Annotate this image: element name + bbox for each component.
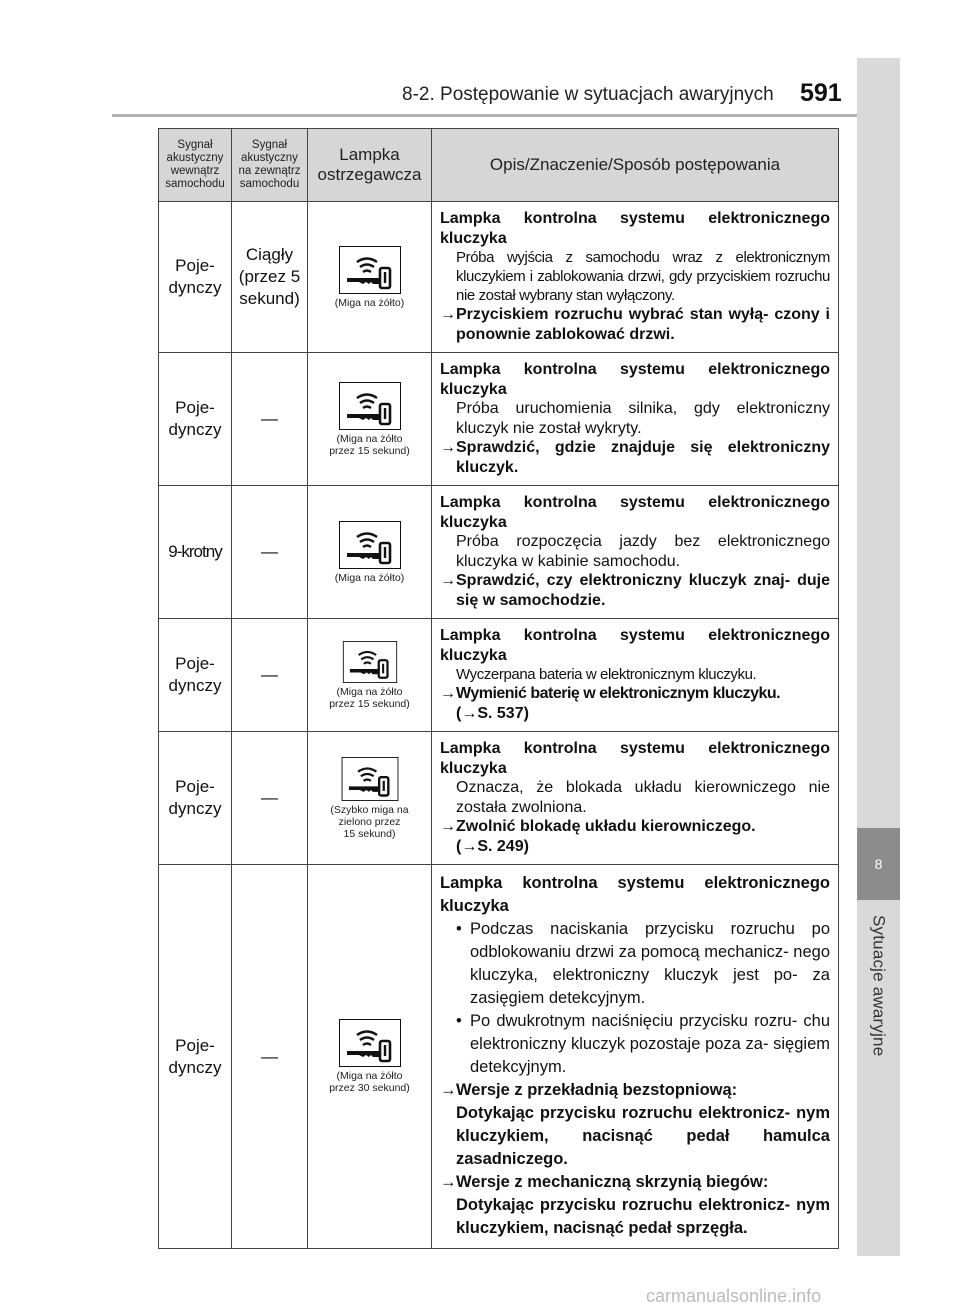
description-cell: [432, 732, 839, 865]
warning-light-cell: [308, 202, 432, 353]
indicator-description: Oznacza, że blokada układu kierowniczego nie została zwolniona.: [456, 779, 830, 816]
header-line: ostrzegawcza: [317, 165, 422, 184]
light-caption: (Miga na żółto przez 15 sekund): [329, 685, 410, 710]
table-row: [159, 619, 839, 732]
action-instruction: [440, 1079, 830, 1102]
cell-text: 9-krotny: [168, 542, 222, 561]
outside-buzzer-cell: [232, 486, 308, 619]
indicator-description: Próba uruchomienia silnika, gdy elektroniczny kluczyk nie został wykryty.: [456, 400, 830, 437]
action-instruction: [440, 305, 830, 344]
header-line: wewnątrz: [170, 165, 220, 177]
action-instruction: [440, 684, 830, 704]
bullet-mark: •: [456, 1012, 462, 1030]
action-text: Wersje z mechaniczną skrzynią biegów:: [456, 1173, 769, 1191]
column-header-warning-light: [308, 129, 432, 202]
chapter-title-label: [857, 915, 900, 1075]
column-header-inside-buzzer: [159, 129, 232, 202]
light-caption: (Miga na żółto przez 15 sekund): [329, 432, 410, 457]
light-caption: (Szybko miga na zielono przez 15 sekund): [330, 803, 409, 840]
smart-key-indicator-icon: [339, 246, 401, 294]
action-text: Sprawdzić, czy elektroniczny kluczyk znaj- duje się w samochodzie.: [456, 572, 830, 609]
outside-buzzer-cell: [232, 353, 308, 486]
bullet-item: [440, 918, 830, 1010]
smart-key-indicator-icon: [339, 521, 401, 569]
arrow-icon: →: [440, 685, 456, 702]
arrow-icon: →: [440, 1081, 457, 1099]
arrow-icon: →: [440, 818, 456, 835]
column-header-outside-buzzer: [232, 129, 308, 202]
header-line: Lampka: [339, 145, 400, 164]
header-line: samochodu: [239, 178, 300, 190]
light-caption: (Miga na żółto przez 30 sekund): [329, 1070, 410, 1094]
action-text: Wersje z przekładnią bezstopniową:: [456, 1081, 738, 1099]
indicator-title: Lampka kontrolna systemu elektronicznego kluczyka: [440, 627, 830, 664]
smart-key-indicator-icon: [339, 641, 401, 683]
action-text: Zwolnić blokadę układu kierowniczego.: [456, 818, 756, 835]
header-line: akustyczny: [166, 152, 224, 164]
action-detail: Dotykając przycisku rozruchu elektronicz- nym kluczykiem, nacisnąć pedał sprzęgła.: [456, 1196, 830, 1237]
cell-text: —: [261, 409, 278, 428]
indicator-title: Lampka kontrolna systemu elektronicznego kluczyka: [440, 361, 830, 398]
cell-text: —: [261, 1046, 278, 1066]
description-cell: [432, 865, 839, 1249]
smart-key-indicator-icon: [339, 1019, 401, 1067]
cell-text: —: [261, 665, 278, 684]
action-detail: Dotykając przycisku rozruchu elektronicz- nym kluczykiem, nacisnąć pedał hamulca zasadniczego.: [456, 1104, 830, 1168]
watermark: carmanualsonline.info: [646, 1286, 822, 1306]
section-title: 8-2. Postępowanie w sytuacjach awaryjnych: [402, 84, 774, 105]
bullet-mark: •: [456, 920, 462, 938]
light-caption: (Miga na żółto): [334, 571, 405, 584]
indicator-description: Wyczerpana bateria w elektronicznym kluczyku.: [456, 666, 757, 683]
bullet-item: [440, 1010, 830, 1079]
description-cell: [432, 486, 839, 619]
chapter-sidebar: [857, 58, 900, 1256]
cell-text: Poje- dynczy: [168, 1035, 222, 1077]
outside-buzzer-cell: [232, 732, 308, 865]
cell-text: Poje- dynczy: [168, 777, 222, 818]
bullet-text: Podczas naciskania przycisku rozruchu po odblokowaniu drzwi za pomocą mechanicz- nego kluczyka, elektroniczny kluczyk jest po- za zasięgiem detekcyjnym.: [470, 920, 830, 1007]
page-reference[interactable]: (→S. 249): [456, 837, 529, 855]
smart-key-indicator-icon: [339, 382, 401, 430]
table-row: [159, 732, 839, 865]
inside-buzzer-cell: [159, 486, 232, 619]
action-instruction: [440, 438, 830, 477]
indicator-title: Lampka kontrolna systemu elektronicznego kluczyka: [440, 740, 830, 777]
inside-buzzer-cell: [159, 202, 232, 353]
indicator-title: Lampka kontrolna systemu elektronicznego kluczyka: [440, 210, 830, 247]
warning-light-cell: [308, 353, 432, 486]
arrow-icon: →: [461, 837, 478, 855]
header-line: akustyczny: [241, 152, 298, 164]
arrow-icon: →: [440, 439, 456, 456]
header-line: Sygnał: [177, 139, 213, 151]
action-instruction: [440, 1171, 830, 1194]
inside-buzzer-cell: [159, 353, 232, 486]
header-divider: [112, 114, 857, 117]
cell-text: —: [261, 542, 278, 561]
arrow-icon: →: [440, 306, 456, 323]
indicator-description: Próba rozpoczęcia jazdy bez elektronicznego kluczyka w kabinie samochodu.: [456, 533, 830, 570]
bullet-text: Po dwukrotnym naciśnięciu przycisku rozru- chu elektroniczny kluczyk pozostaje poza za- sięgiem detekcyjnym.: [470, 1012, 830, 1076]
header-line: Sygnał: [251, 139, 288, 151]
header-line: na zewnątrz: [238, 165, 301, 177]
light-caption: (Miga na żółto): [334, 296, 405, 309]
chapter-number-tab: 8: [857, 828, 900, 900]
warning-light-cell: [308, 619, 432, 732]
smart-key-indicator-icon: [339, 757, 401, 801]
action-text: Przyciskiem rozruchu wybrać stan wyłą- czony i ponownie zablokować drzwi.: [456, 306, 830, 343]
description-cell: [432, 353, 839, 486]
cell-text: Poje- dynczy: [168, 654, 222, 695]
cell-text: Poje- dynczy: [168, 398, 222, 439]
arrow-icon: →: [461, 704, 478, 722]
description-cell: [432, 619, 839, 732]
warning-light-cell: [308, 486, 432, 619]
inside-buzzer-cell: [159, 619, 232, 732]
indicator-title: Lampka kontrolna systemu elektronicznego kluczyka: [440, 874, 830, 915]
reference-text: S. 537: [477, 704, 524, 722]
action-instruction: [440, 817, 830, 837]
table-row: [159, 353, 839, 486]
outside-buzzer-cell: [232, 619, 308, 732]
inside-buzzer-cell: [159, 732, 232, 865]
table-row: [159, 865, 839, 1249]
reference-text: S. 249: [477, 837, 524, 855]
inside-buzzer-cell: [159, 865, 232, 1249]
cell-text: Ciągły (przez 5 sekund): [238, 245, 301, 308]
arrow-icon: →: [440, 1173, 457, 1191]
cell-text: —: [261, 788, 278, 807]
header-line: samochodu: [165, 178, 225, 190]
outside-buzzer-cell: [232, 865, 308, 1249]
action-text: Sprawdzić, gdzie znajduje się elektroniczny kluczyk.: [456, 439, 830, 476]
cell-text: Poje- dynczy: [168, 256, 222, 297]
chapter-title-text: Sytuacje awaryjne: [869, 915, 889, 1057]
column-header-description: Opis/Znaczenie/Sposób postępowania: [432, 129, 839, 202]
outside-buzzer-cell: [232, 202, 308, 353]
warning-light-cell: [308, 865, 432, 1249]
indicator-title: Lampka kontrolna systemu elektronicznego kluczyka: [440, 494, 830, 531]
indicator-description: Próba wyjścia z samochodu wraz z elektronicznym kluczykiem i zablokowania drzwi, gdy przyciskiem rozruchu nie został wybrany stan wyłączony.: [456, 249, 830, 304]
description-cell: [432, 202, 839, 353]
action-instruction: [440, 571, 830, 610]
page-reference[interactable]: (→S. 537): [456, 704, 529, 722]
action-text: Wymienić baterię w elektronicznym kluczyku.: [456, 685, 781, 702]
table-row: [159, 202, 839, 353]
table-row: [159, 486, 839, 619]
warning-light-cell: [308, 732, 432, 865]
page-number: 591: [800, 79, 842, 107]
arrow-icon: →: [440, 572, 456, 589]
table-header-row: [159, 129, 839, 202]
warning-signals-table: [158, 128, 839, 1249]
